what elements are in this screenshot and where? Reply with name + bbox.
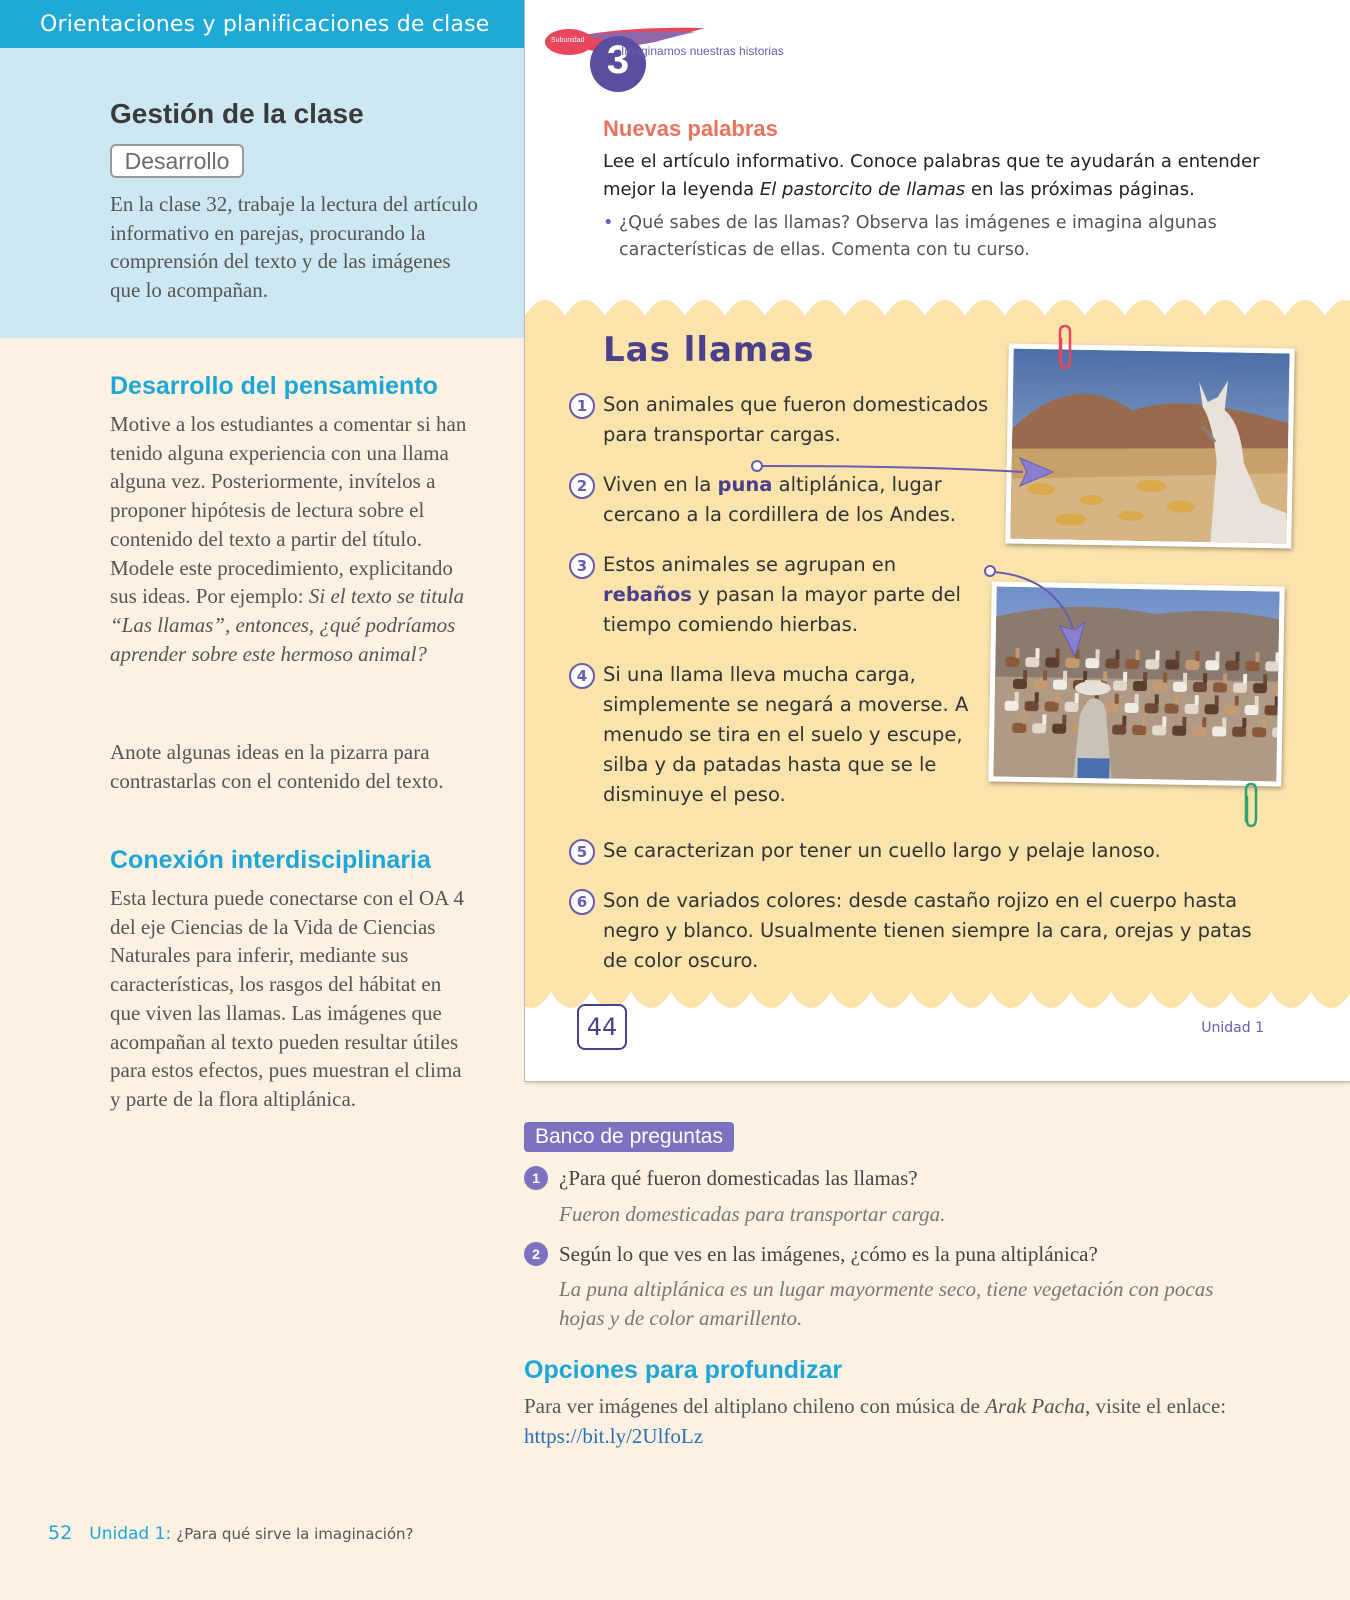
opciones-text [524,1392,1244,1451]
intro-part-a: Lee el artículo informativo. Conoce palabras que te ayudarán a entender mejor la leyenda [603,151,1260,200]
conexion-text: Esta lectura puede conectarse con el OA 4 del eje Ciencias de la Vida de Ciencias Naturales para inferir, mediante sus características, los rasgos del hábitat en que viven las llamas. Las imágenes que acompañan al texto pueden resultar útiles para estos efectos, pues muestran el clima y parte de la flora altiplánica. [110,886,464,1111]
intro-book-title: El pastorcito de llamas [759,179,966,200]
student-page-number: 44 [577,1004,627,1050]
section-title: Nuevas palabras [603,116,778,141]
footer-unit: Unidad 1: [89,1524,172,1544]
subunit-number: 3 [606,38,630,82]
item-text-part: altiplánica, lugar cercano a la cordillera de los Andes. [603,473,957,526]
footer-page-number: 52 [48,1522,73,1544]
item-text-part: y pasan la mayor parte del tiempo comiendo hierbas. [603,583,961,636]
desarrollo-tag: Desarrollo [110,144,244,178]
item-text: Si una llama lleva mucha carga, simplemente se negará a moverse. A menudo se tira en el suelo y escupe, silba y da patadas hasta que se le disminuye el peso. [603,663,969,806]
item-number: 4 [569,663,595,689]
desarrollo-pensamiento-text-1: Motive a los estudiantes a comentar si han tenido alguna experiencia con una llama alguna vez. Posteriormente, invítelos a proponer hipótesis de lectura sobre el contenido del texto a partir del título. Modele este procedimiento, explicitando sus ideas. Por ejemplo: [110,412,467,609]
banco-title: Banco de preguntas [524,1122,734,1152]
item-number: 5 [569,839,595,865]
green-paperclip-icon [1241,782,1261,830]
item-text: Son de variados colores: desde castaño rojizo en el cuerpo hasta negro y blanco. Usualmente tienen siempre la cara, orejas y patas de color oscuro. [603,889,1252,972]
subunit-word: Subunidad [551,37,585,44]
footer-question: ¿Para qué sirve la imaginación? [176,1525,414,1543]
item-number: 3 [569,553,595,579]
question-number: 1 [524,1166,548,1190]
student-unit-label: Unidad 1 [1201,1020,1264,1036]
intro-part-b: en las próximas páginas. [965,179,1195,200]
item-text: Son animales que fueron domesticados para transportar cargas. [603,393,989,446]
header-bar [0,0,524,48]
bullet-icon: • [603,213,614,233]
subunit-title: Imaginamos nuestras historias [621,44,784,58]
red-paperclip-icon [1055,324,1075,372]
opciones-text-part: Para ver imágenes del altiplano chileno con música de [524,1394,986,1418]
article-title: Las llamas [603,330,815,370]
keyword-rebanos: rebaños [603,583,692,606]
connector-arrows [525,0,1350,1082]
music-title: Arak Pacha [985,1394,1085,1418]
item-number: 6 [569,889,595,915]
bullet-text: ¿Qué sabes de las llamas? Observa las imágenes e imagina algunas características de ellas. Comenta con tu curso. [619,213,1217,260]
question-number: 2 [524,1242,548,1266]
item-text-part: Viven en la [603,473,718,496]
desarrollo-pensamiento-example: Si el texto se titula “Las llamas”, entonces, ¿qué podríamos aprender sobre este hermoso animal? [110,584,465,666]
gestion-text: En la clase 32, trabaje la lectura del artículo informativo en parejas, procurando la comprensión del texto y de las imágenes que lo acompañan. [110,192,478,302]
question-text: Según lo que ves en las imágenes, ¿cómo es la puna altiplánica? [559,1242,1098,1266]
desarrollo-pensamiento-text [110,410,470,668]
footer [48,1522,414,1544]
item-text: Se caracterizan por tener un cuello largo y pelaje lanoso. [603,839,1161,862]
desarrollo-pensamiento-text-2: Anote algunas ideas en la pizarra para contrastarlas con el contenido del texto. [110,740,444,793]
conexion-title: Conexión interdisciplinaria [110,846,431,874]
question-answer: Fueron domesticadas para transportar carga. [559,1202,946,1226]
question-answer: La puna altiplánica es un lugar mayormente seco, tiene vegetación con pocas hojas y de color amarillento. [559,1277,1214,1330]
item-text-part: Estos animales se agrupan en [603,553,897,576]
question-text: ¿Para qué fueron domesticadas las llamas? [559,1166,918,1190]
keyword-puna: puna [717,473,773,496]
item-number: 2 [569,473,595,499]
gestion-title: Gestión de la clase [110,98,364,129]
external-link[interactable]: https://bit.ly/2UlfoLz [524,1423,704,1448]
header-title: Orientaciones y planificaciones de clase [40,12,490,37]
desarrollo-pensamiento-title: Desarrollo del pensamiento [110,372,438,400]
opciones-title: Opciones para profundizar [524,1356,843,1384]
student-page [524,0,1350,1082]
opciones-text-part: , visite el enlace: [1085,1394,1227,1418]
item-number: 1 [569,393,595,419]
